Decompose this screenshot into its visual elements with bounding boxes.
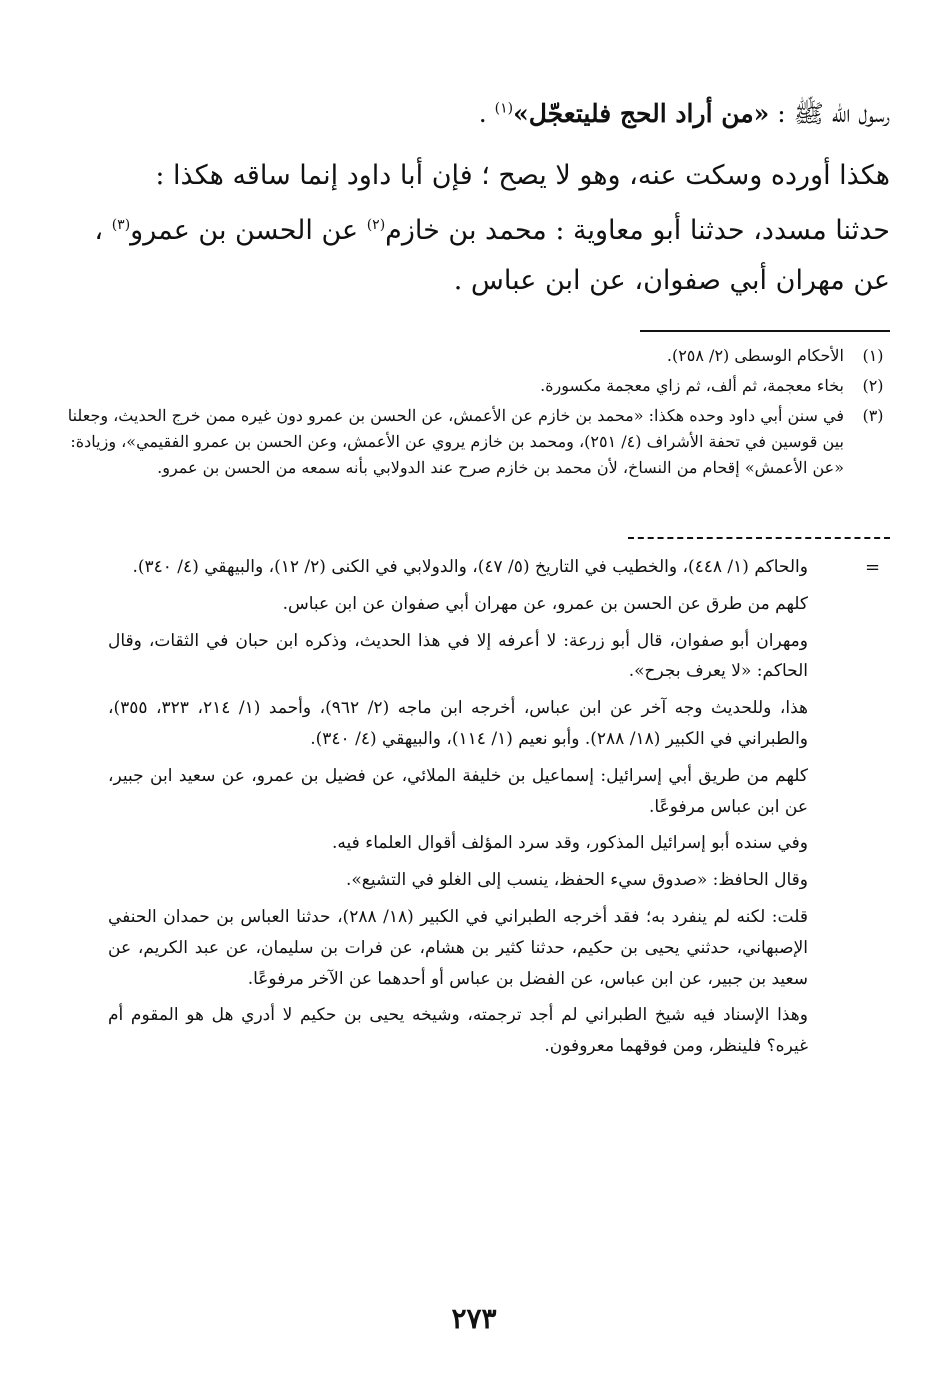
footnote-number: (٣) bbox=[862, 406, 884, 425]
hadith-quote: «من أراد الحج فليتعجّل» bbox=[513, 99, 770, 128]
continuation-paragraph: قلت: لكنه لم ينفرد به؛ فقد أخرجه الطبراني في الكبير (١٨/ ٢٨٨)، حدثنا العباس بن حمدان الحنفي الإصبهاني، حدثني يحيى بن حكيم، حدثنا كثير بن هشام، عن فرات بن سليمان، عن عبد الكريم، عن سعيد بن جبير، عن ابن عباس، عن الفضل بن عباس أو أحدهما عن الآخر مرفوعًا. bbox=[108, 906, 808, 989]
main-line-1-prefix: رسول الله ﷺ : bbox=[769, 99, 890, 128]
footnote-3 bbox=[60, 403, 890, 481]
continuation-paragraph: كلهم من طريق أبي إسرائيل: إسماعيل بن خليفة الملائي، عن فضيل بن عمرو، عن سعيد ابن جبير، عن ابن عباس مرفوعًا. bbox=[108, 765, 808, 817]
footnote-1 bbox=[60, 343, 890, 369]
main-line-4: عن مهران أبي صفوان، عن ابن عباس . bbox=[453, 265, 890, 296]
continuation-paragraph: وفي سنده أبو إسرائيل المذكور، وقد سرد المؤلف أقوال العلماء فيه. bbox=[332, 833, 808, 854]
main-line-3-b: عن الحسن بن عمرو bbox=[130, 215, 367, 246]
main-line-3 bbox=[94, 215, 890, 246]
continuation-paragraph: ومهران أبو صفوان، قال أبو زرعة: لا أعرفه إلا في هذا الحديث، وذكره ابن حبان في الثقات، وقال الحاكم: «لا يعرف بجرح». bbox=[108, 630, 808, 682]
main-line-1-end: . bbox=[478, 99, 495, 128]
main-line-1 bbox=[479, 98, 890, 135]
continuation-paragraph: كلهم من طرق عن الحسن بن عمرو، عن مهران أبي صفوان عن ابن عباس. bbox=[282, 593, 808, 614]
page-number: ٢٧٣ bbox=[451, 1302, 497, 1335]
footnote-separator bbox=[640, 330, 890, 332]
main-line-3-c: ، bbox=[94, 215, 112, 246]
footnote-text: الأحكام الوسطى (٢/ ٢٥٨). bbox=[666, 346, 844, 365]
footnote-ref-1: (١) bbox=[494, 100, 514, 117]
continuation-block bbox=[108, 552, 808, 1068]
continuation-separator bbox=[628, 537, 890, 539]
footnote-number: (١) bbox=[862, 346, 884, 365]
main-line-3-a: حدثنا مسدد، حدثنا أبو معاوية : محمد بن خازم bbox=[385, 215, 890, 246]
footnote-number: (٢) bbox=[862, 376, 884, 395]
footnote-text: بخاء معجمة، ثم ألف، ثم زاي معجمة مكسورة. bbox=[540, 376, 844, 395]
footnote-text: في سنن أبي داود وحده هكذا: «محمد بن خازم عن الأعمش، عن الحسن بن عمرو دون غيره ممن خرج الحديث، وجعلنا بين قوسين في تحفة الأشراف (٤/ ٢٥١)، ومحمد بن خازم يروي عن الأعمش، وعن الحسن بن عمرو الفقيمي»، وزيادة: «عن الأعمش» إقحام من النساخ، لأن محمد بن خازم صرح عند الدولابي بأنه سمعه من الحسن بن عمرو. bbox=[67, 406, 844, 477]
footnote-ref-2: (٢) bbox=[366, 217, 386, 233]
continuation-paragraph: والحاكم (١/ ٤٤٨)، والخطيب في التاريخ (٥/ ٤٧)، والدولابي في الكنى (٢/ ١٢)، والبيهقي (٤/ ٣٤٠). bbox=[132, 557, 808, 577]
footnote-2 bbox=[60, 373, 890, 399]
continuation-paragraph: وهذا الإسناد فيه شيخ الطبراني لم أجد ترجمته، وشيخه يحيى بن حكيم لا أدري هل هو المقوم أم غيره؟ فلينظر، ومن فوقهما معروفون. bbox=[108, 1005, 808, 1057]
main-line-2: هكذا أورده وسكت عنه، وهو لا يصح ؛ فإن أبا داود إنما ساقه هكذا : bbox=[155, 160, 890, 191]
footnote-ref-3: (٣) bbox=[111, 217, 131, 233]
continuation-paragraph: هذا، وللحديث وجه آخر عن ابن عباس، أخرجه ابن ماجه (٢/ ٩٦٢)، وأحمد (١/ ٢١٤، ٣٢٣، ٣٥٥)، والطبراني في الكبير (١٨/ ٢٨٨). وأبو نعيم (١/ ١١٤)، والبيهقي (٤/ ٣٤٠). bbox=[108, 698, 808, 749]
continuation-marker: = bbox=[865, 557, 881, 578]
continuation-paragraph: وقال الحافظ: «صدوق سيء الحفظ، ينسب إلى الغلو في التشيع». bbox=[346, 870, 808, 891]
